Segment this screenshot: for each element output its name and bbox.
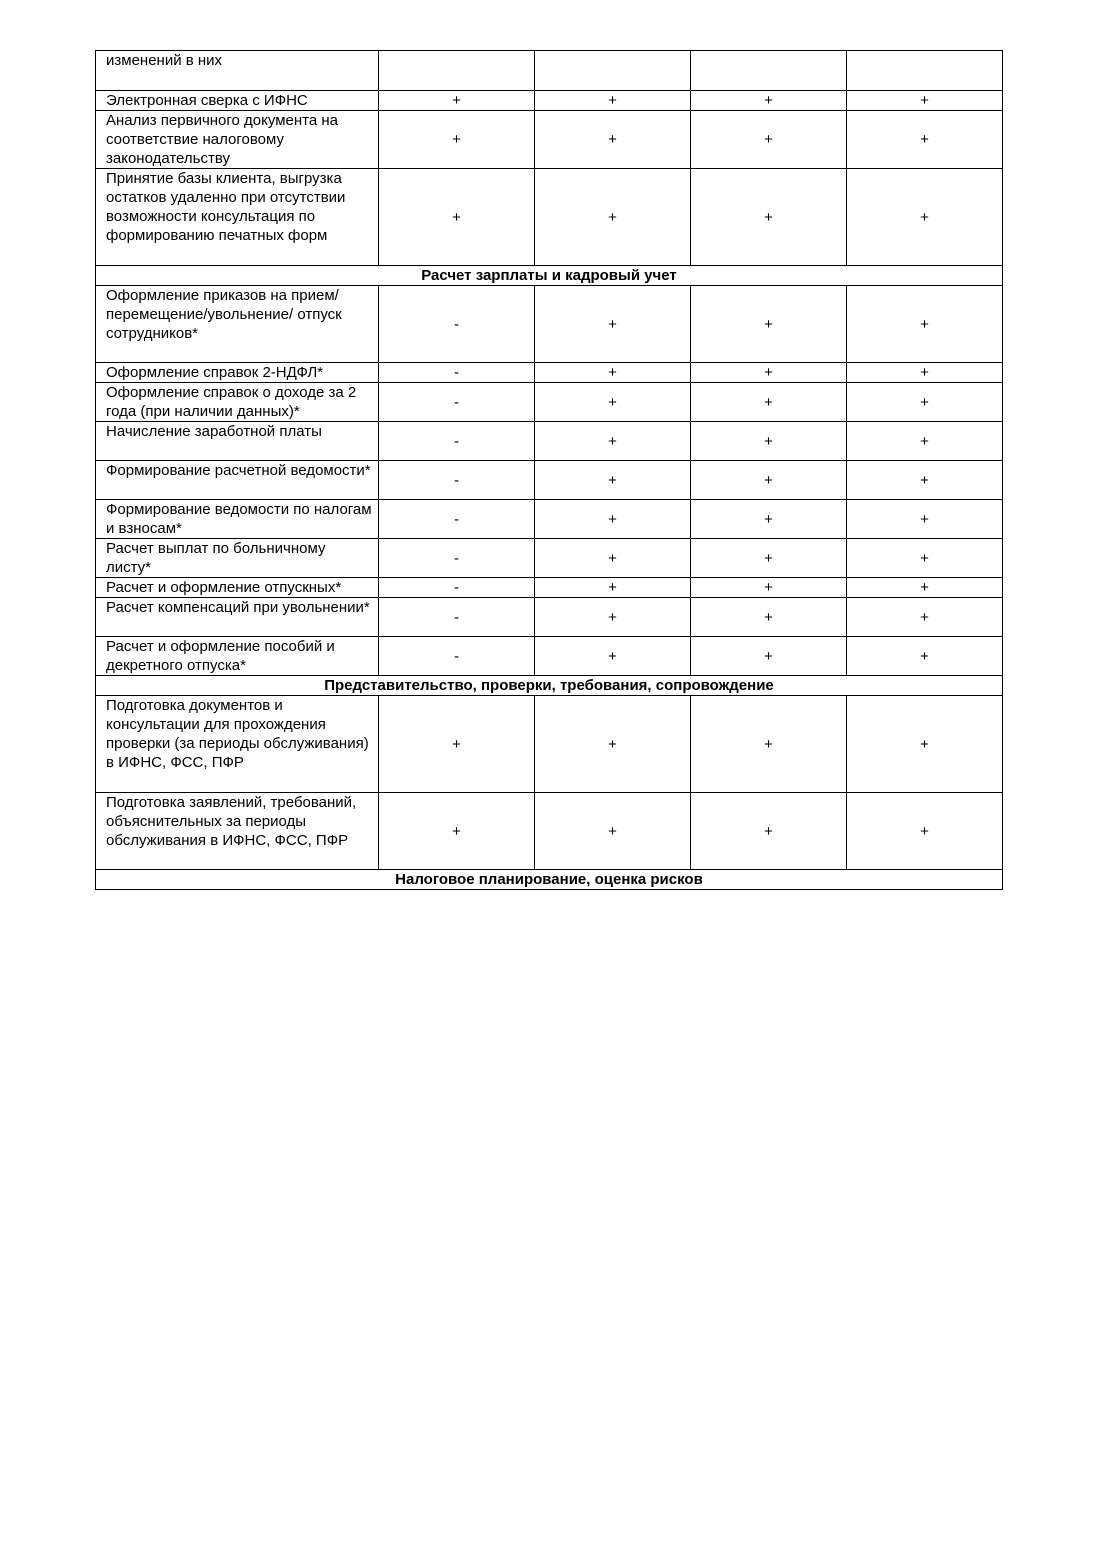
tariff-3-mark: +	[691, 793, 847, 870]
tariff-3-mark: +	[691, 286, 847, 363]
tariff-4-mark: +	[847, 793, 1003, 870]
table-row	[96, 51, 1003, 91]
tariff-3-mark: +	[691, 500, 847, 539]
service-name: изменений в них	[96, 51, 379, 91]
tariff-4-mark: +	[847, 169, 1003, 266]
service-name: Расчет компенсаций при увольнении*	[96, 598, 379, 637]
tariff-4-mark: +	[847, 461, 1003, 500]
tariff-3-mark: +	[691, 111, 847, 169]
tariff-4-mark: +	[847, 91, 1003, 111]
service-name: Подготовка документов и консультации для прохождения проверки (за периоды обслуживания) в ИФНС, ФСС, ПФР	[96, 696, 379, 793]
table-row	[96, 598, 1003, 637]
tariff-3-mark: +	[691, 91, 847, 111]
tariff-3-mark: +	[691, 169, 847, 266]
tariff-2-mark: +	[535, 363, 691, 383]
service-name: Оформление справок о доходе за 2 года (при наличии данных)*	[96, 383, 379, 422]
tariff-4-mark: +	[847, 383, 1003, 422]
tariff-2-mark: +	[535, 637, 691, 676]
tariff-1-mark: -	[379, 422, 535, 461]
table-row	[96, 578, 1003, 598]
tariff-2-mark: +	[535, 91, 691, 111]
section-header-row	[96, 266, 1003, 286]
tariff-4-mark: +	[847, 422, 1003, 461]
tariff-4-mark: +	[847, 637, 1003, 676]
tariff-4-mark: +	[847, 286, 1003, 363]
tariff-1-mark: -	[379, 598, 535, 637]
service-name: Расчет и оформление пособий и декретного отпуска*	[96, 637, 379, 676]
tariff-2-mark: +	[535, 169, 691, 266]
tariff-3-mark: +	[691, 461, 847, 500]
tariff-4-mark: +	[847, 696, 1003, 793]
tariff-2-mark: +	[535, 422, 691, 461]
tariff-1-mark: -	[379, 500, 535, 539]
tariff-4-mark: +	[847, 111, 1003, 169]
section-header-row	[96, 870, 1003, 890]
tariff-1-mark: +	[379, 696, 535, 793]
tariff-4-mark: +	[847, 598, 1003, 637]
service-name: Расчет выплат по больничному листу*	[96, 539, 379, 578]
tariff-3-mark: +	[691, 539, 847, 578]
service-name: Начисление заработной платы	[96, 422, 379, 461]
tariff-1-mark: -	[379, 637, 535, 676]
service-name: Принятие базы клиента, выгрузка остатков удаленно при отсутствии возможности консультация по формированию печатных форм	[96, 169, 379, 266]
tariff-2-mark: +	[535, 111, 691, 169]
table-row	[96, 383, 1003, 422]
table-row	[96, 363, 1003, 383]
tariff-3-mark: +	[691, 696, 847, 793]
tariff-1-mark: -	[379, 363, 535, 383]
service-name: Оформление справок 2-НДФЛ*	[96, 363, 379, 383]
services-table	[95, 50, 1003, 890]
tariff-1-mark: -	[379, 578, 535, 598]
table-row	[96, 111, 1003, 169]
table-row	[96, 461, 1003, 500]
service-name: Электронная сверка с ИФНС	[96, 91, 379, 111]
tariff-2-mark: +	[535, 461, 691, 500]
tariff-2-mark: +	[535, 696, 691, 793]
tariff-2-mark: +	[535, 578, 691, 598]
tariff-3-mark: +	[691, 637, 847, 676]
table-row	[96, 637, 1003, 676]
tariff-4-mark: +	[847, 578, 1003, 598]
tariff-3-mark: +	[691, 363, 847, 383]
section-title: Представительство, проверки, требования, сопровождение	[96, 676, 1003, 696]
table-row	[96, 286, 1003, 363]
tariff-3-mark: +	[691, 383, 847, 422]
tariff-1-mark	[379, 51, 535, 91]
service-name: Расчет и оформление отпускных*	[96, 578, 379, 598]
tariff-1-mark: +	[379, 91, 535, 111]
tariff-4-mark: +	[847, 363, 1003, 383]
service-name: Подготовка заявлений, требований, объяснительных за периоды обслуживания в ИФНС, ФСС, ПФР	[96, 793, 379, 870]
table-row	[96, 793, 1003, 870]
tariff-1-mark: +	[379, 793, 535, 870]
tariff-2-mark: +	[535, 598, 691, 637]
tariff-1-mark: -	[379, 461, 535, 500]
service-name: Формирование ведомости по налогам и взносам*	[96, 500, 379, 539]
table-row	[96, 696, 1003, 793]
tariff-3-mark: +	[691, 422, 847, 461]
table-row	[96, 422, 1003, 461]
tariff-1-mark: +	[379, 169, 535, 266]
tariff-3-mark	[691, 51, 847, 91]
tariff-1-mark: +	[379, 111, 535, 169]
section-header-row	[96, 676, 1003, 696]
service-name: Анализ первичного документа на соответствие налоговому законодательству	[96, 111, 379, 169]
tariff-3-mark: +	[691, 598, 847, 637]
tariff-1-mark: -	[379, 539, 535, 578]
tariff-2-mark: +	[535, 539, 691, 578]
tariff-2-mark: +	[535, 286, 691, 363]
section-title: Расчет зарплаты и кадровый учет	[96, 266, 1003, 286]
section-title: Налоговое планирование, оценка рисков	[96, 870, 1003, 890]
tariff-1-mark: -	[379, 383, 535, 422]
table-row	[96, 539, 1003, 578]
table-row	[96, 91, 1003, 111]
service-name: Оформление приказов на прием/перемещение/увольнение/ отпуск сотрудников*	[96, 286, 379, 363]
table-row	[96, 500, 1003, 539]
tariff-3-mark: +	[691, 578, 847, 598]
tariff-2-mark: +	[535, 793, 691, 870]
tariff-2-mark: +	[535, 500, 691, 539]
tariff-4-mark: +	[847, 539, 1003, 578]
table-row	[96, 169, 1003, 266]
tariff-4-mark	[847, 51, 1003, 91]
tariff-2-mark	[535, 51, 691, 91]
service-name: Формирование расчетной ведомости*	[96, 461, 379, 500]
tariff-4-mark: +	[847, 500, 1003, 539]
tariff-2-mark: +	[535, 383, 691, 422]
tariff-1-mark: -	[379, 286, 535, 363]
